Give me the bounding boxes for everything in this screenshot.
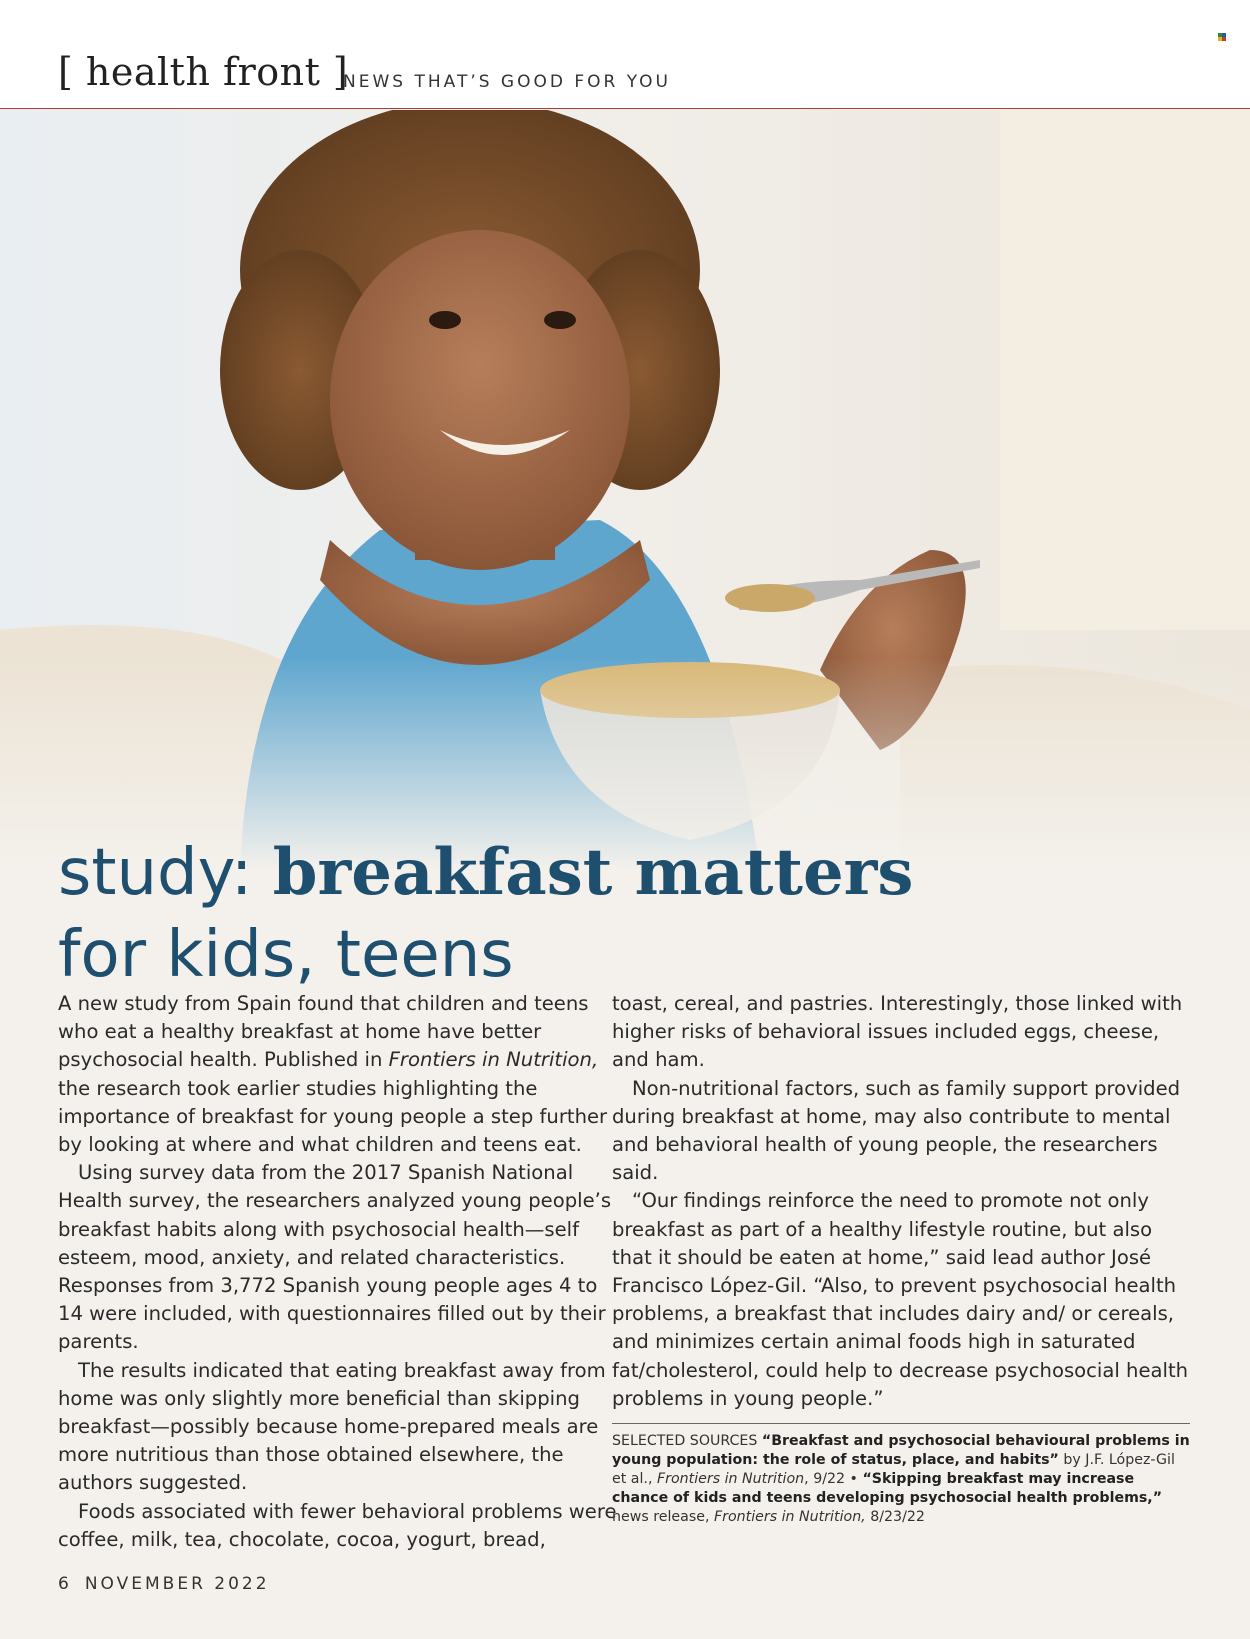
source-2-journal: Frontiers in Nutrition, <box>713 1509 866 1526</box>
registration-mark-icon <box>1218 33 1226 41</box>
page-number: 6 <box>58 1574 69 1594</box>
section-name: [ health front ] <box>58 50 349 94</box>
paragraph-2: Using survey data from the 2017 Spanish National Health survey, the researchers analyzed young people’s breakfast habits along with psychosocial health—self esteem, mood, anxiety, and related characteristics. Responses from 3,772 Spanish young people ages 4 to 14 were included, with questionnaires filled out by their parents. <box>58 1161 612 1354</box>
page-footer <box>58 1574 270 1594</box>
sources-label: SELECTED SOURCES <box>612 1433 762 1450</box>
issue-date: NOVEMBER 2022 <box>84 1574 270 1594</box>
source-1-author: by J.F. López-Gil et al., <box>612 1452 1175 1488</box>
paragraph-4: Foods associated with fewer behavioral problems were coffee, milk, tea, chocolate, cocoa, yogurt, bread, <box>58 1499 617 1551</box>
source-2-type: news release, <box>612 1509 714 1526</box>
section-tagline: NEWS THAT’S GOOD FOR YOU <box>343 72 672 92</box>
selected-sources <box>612 1432 1190 1527</box>
hero-photo-girl-eating-cereal <box>0 110 1250 870</box>
paragraph-1-text-a: A new study from Spain found that children and teens who eat a healthy breakfast at home have better psychosocial health. Published in <box>58 992 589 1072</box>
source-1-journal: Frontiers in Nutrition <box>656 1471 805 1488</box>
headline-line-2: for kids, teens <box>58 918 514 992</box>
source-2-date: 8/23/22 <box>865 1509 925 1526</box>
source-1-title: “Breakfast and psychosocial behavioural problems in young population: the role of status, place, and habits” <box>612 1433 1190 1469</box>
source-2-title: “Skipping breakfast may increase chance of kids and teens developing psychosocial health problems,” <box>612 1471 1163 1507</box>
paragraph-1-text-b: the research took earlier studies highlighting the importance of breakfast for young people a step further by looking at where and what children and teens eat. <box>58 1076 608 1157</box>
source-1-date: , 9/22 • <box>804 1471 863 1488</box>
article-column-left <box>58 990 618 1554</box>
paragraph-1 <box>58 990 618 1159</box>
paragraph-6: Non-nutritional factors, such as family support provided during breakfast at home, may also contribute to mental and behavioral health of young people, the researchers said. <box>612 1076 1181 1185</box>
page-header <box>0 0 1250 109</box>
headline-bold: breakfast matters <box>272 835 914 910</box>
headline-light: study: <box>58 836 253 910</box>
article-headline <box>58 832 1198 996</box>
paragraph-3: The results indicated that eating breakfast away from home was only slightly more beneficial than skipping breakfast—possibly because home-prepared meals are more nutritious than those obtained elsewhere, the authors suggested. <box>58 1358 606 1495</box>
article-column-right <box>612 990 1190 1527</box>
paragraph-7: “Our findings reinforce the need to promote not only breakfast as part of a healthy lifestyle routine, but also that it should be eaten at home,” said lead author José Francisco López-Gil. “Also, to prevent psychosocial health problems, a breakfast that includes dairy and/ or cereals, and minimizes certain animal foods high in saturated fat/cholesterol, could help to decrease psychosocial health problems in young people.” <box>612 1189 1189 1410</box>
journal-name: Frontiers in Nutrition, <box>388 1048 599 1072</box>
sources-divider <box>612 1423 1190 1424</box>
paragraph-5: toast, cereal, and pastries. Interestingly, those linked with higher risks of behavioral issues included eggs, cheese, and ham. <box>612 992 1183 1072</box>
